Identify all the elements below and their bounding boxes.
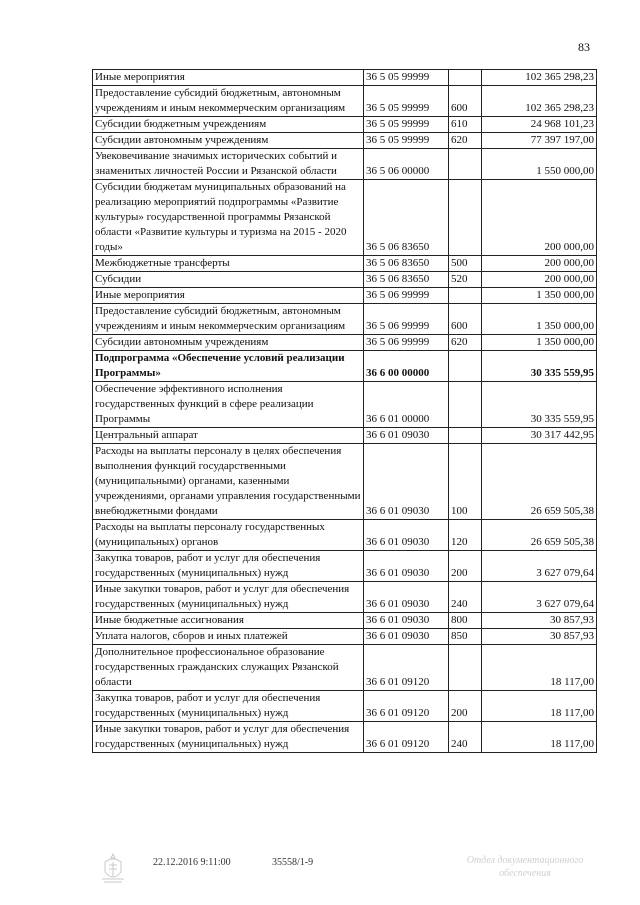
row-code: 36 6 01 09120	[364, 691, 449, 722]
row-amount: 30 317 442,95	[482, 428, 597, 444]
row-amount: 30 857,93	[482, 613, 597, 629]
row-amount: 102 365 298,23	[482, 86, 597, 117]
row-amount: 3 627 079,64	[482, 551, 597, 582]
table-row	[93, 70, 597, 86]
table-row	[93, 582, 597, 613]
row-amount: 1 350 000,00	[482, 335, 597, 351]
table-row	[93, 351, 597, 382]
row-name: Предоставление субсидий бюджетным, автономным учреждениям и иным некоммерческим организациям	[93, 304, 364, 335]
row-amount: 30 335 559,95	[482, 382, 597, 428]
row-name: Центральный аппарат	[93, 428, 364, 444]
row-name: Дополнительное профессиональное образование государственных гражданских служащих Рязанской области	[93, 645, 364, 691]
row-expense-type: 520	[449, 272, 482, 288]
row-amount: 200 000,00	[482, 256, 597, 272]
row-code: 36 5 06 83650	[364, 256, 449, 272]
row-expense-type	[449, 645, 482, 691]
row-name: Субсидии автономным учреждениям	[93, 335, 364, 351]
table-row	[93, 551, 597, 582]
row-amount: 1 350 000,00	[482, 288, 597, 304]
row-amount: 1 350 000,00	[482, 304, 597, 335]
row-name: Увековечивание значимых исторических событий и знаменитых личностей России и Рязанской области	[93, 149, 364, 180]
row-name: Закупка товаров, работ и услуг для обеспечения государственных (муниципальных) нужд	[93, 551, 364, 582]
row-name: Закупка товаров, работ и услуг для обеспечения государственных (муниципальных) нужд	[93, 691, 364, 722]
row-name: Иные закупки товаров, работ и услуг для обеспечения государственных (муниципальных) нужд	[93, 582, 364, 613]
row-expense-type: 100	[449, 444, 482, 520]
row-name: Субсидии бюджетным учреждениям	[93, 117, 364, 133]
table-row	[93, 117, 597, 133]
row-expense-type: 120	[449, 520, 482, 551]
table-row	[93, 691, 597, 722]
row-expense-type: 620	[449, 133, 482, 149]
row-code: 36 6 01 09030	[364, 428, 449, 444]
row-expense-type	[449, 70, 482, 86]
row-name: Подпрограмма «Обеспечение условий реализации Программы»	[93, 351, 364, 382]
row-name: Уплата налогов, сборов и иных платежей	[93, 629, 364, 645]
row-expense-type: 600	[449, 86, 482, 117]
row-name: Субсидии автономным учреждениям	[93, 133, 364, 149]
table-row	[93, 86, 597, 117]
row-expense-type: 800	[449, 613, 482, 629]
row-code: 36 6 01 09030	[364, 613, 449, 629]
table-row	[93, 382, 597, 428]
row-code: 36 5 05 99999	[364, 133, 449, 149]
row-amount: 1 550 000,00	[482, 149, 597, 180]
row-code: 36 5 06 99999	[364, 335, 449, 351]
row-amount: 18 117,00	[482, 722, 597, 753]
table-row	[93, 613, 597, 629]
row-amount: 30 857,93	[482, 629, 597, 645]
table-row	[93, 428, 597, 444]
row-code: 36 6 01 09030	[364, 582, 449, 613]
row-amount: 26 659 505,38	[482, 520, 597, 551]
row-expense-type: 200	[449, 691, 482, 722]
row-code: 36 6 01 09120	[364, 645, 449, 691]
footer-date: 22.12.2016 9:11:00	[153, 857, 231, 868]
row-amount: 26 659 505,38	[482, 444, 597, 520]
table-row	[93, 256, 597, 272]
row-name: Предоставление субсидий бюджетным, автономным учреждениям и иным некоммерческим организациям	[93, 86, 364, 117]
table-row	[93, 722, 597, 753]
row-code: 36 5 05 99999	[364, 117, 449, 133]
table-row	[93, 444, 597, 520]
table-row	[93, 180, 597, 256]
table-row	[93, 304, 597, 335]
table-row	[93, 335, 597, 351]
row-name: Иные мероприятия	[93, 70, 364, 86]
row-amount: 102 365 298,23	[482, 70, 597, 86]
table-row	[93, 149, 597, 180]
row-amount: 200 000,00	[482, 272, 597, 288]
page-number: 83	[578, 40, 590, 54]
row-name: Межбюджетные трансферты	[93, 256, 364, 272]
row-name: Иные бюджетные ассигнования	[93, 613, 364, 629]
row-expense-type: 240	[449, 722, 482, 753]
row-amount: 30 335 559,95	[482, 351, 597, 382]
budget-table-body	[93, 70, 597, 753]
table-row	[93, 645, 597, 691]
row-expense-type	[449, 149, 482, 180]
row-code: 36 5 06 83650	[364, 272, 449, 288]
table-row	[93, 272, 597, 288]
row-expense-type: 500	[449, 256, 482, 272]
row-amount: 18 117,00	[482, 691, 597, 722]
row-code: 36 5 05 99999	[364, 70, 449, 86]
row-code: 36 5 06 00000	[364, 149, 449, 180]
row-expense-type: 850	[449, 629, 482, 645]
footer-doc-number: 35558/1-9	[272, 857, 314, 868]
row-code: 36 6 01 00000	[364, 382, 449, 428]
row-expense-type: 600	[449, 304, 482, 335]
row-expense-type	[449, 288, 482, 304]
row-name: Субсидии бюджетам муниципальных образований на реализацию мероприятий подпрограммы «Развитие культуры» государственной программы Рязанской области «Развитие культуры и туризма на 2015 - 2020 годы»	[93, 180, 364, 256]
row-name: Обеспечение эффективного исполнения государственных функций в сфере реализации Программы	[93, 382, 364, 428]
row-code: 36 6 01 09030	[364, 551, 449, 582]
row-expense-type	[449, 180, 482, 256]
row-amount: 3 627 079,64	[482, 582, 597, 613]
watermark-text: Отдел документационного обеспечения	[466, 855, 584, 879]
row-code: 36 6 01 09030	[364, 629, 449, 645]
row-expense-type: 610	[449, 117, 482, 133]
row-code: 36 6 01 09120	[364, 722, 449, 753]
row-name: Иные мероприятия	[93, 288, 364, 304]
row-name: Иные закупки товаров, работ и услуг для обеспечения государственных (муниципальных) нужд	[93, 722, 364, 753]
row-expense-type	[449, 382, 482, 428]
row-code: 36 5 05 99999	[364, 86, 449, 117]
row-code: 36 5 06 99999	[364, 304, 449, 335]
row-code: 36 5 06 83650	[364, 180, 449, 256]
row-amount: 200 000,00	[482, 180, 597, 256]
budget-table	[92, 69, 597, 753]
row-code: 36 6 01 09030	[364, 520, 449, 551]
table-row	[93, 520, 597, 551]
row-expense-type	[449, 351, 482, 382]
table-row	[93, 133, 597, 149]
row-expense-type: 240	[449, 582, 482, 613]
coat-of-arms-icon	[100, 852, 126, 884]
row-code: 36 6 01 09030	[364, 444, 449, 520]
row-code: 36 6 00 00000	[364, 351, 449, 382]
row-amount: 77 397 197,00	[482, 133, 597, 149]
row-name: Расходы на выплаты персоналу в целях обеспечения выполнения функций государственными (муниципальными) органами, казенными учреждениями, органами управления государственными внебюджетными фондами	[93, 444, 364, 520]
row-code: 36 5 06 99999	[364, 288, 449, 304]
row-name: Субсидии	[93, 272, 364, 288]
row-name: Расходы на выплаты персоналу государственных (муниципальных) органов	[93, 520, 364, 551]
row-expense-type: 620	[449, 335, 482, 351]
table-row	[93, 629, 597, 645]
row-expense-type: 200	[449, 551, 482, 582]
row-amount: 18 117,00	[482, 645, 597, 691]
row-amount: 24 968 101,23	[482, 117, 597, 133]
row-expense-type	[449, 428, 482, 444]
table-row	[93, 288, 597, 304]
